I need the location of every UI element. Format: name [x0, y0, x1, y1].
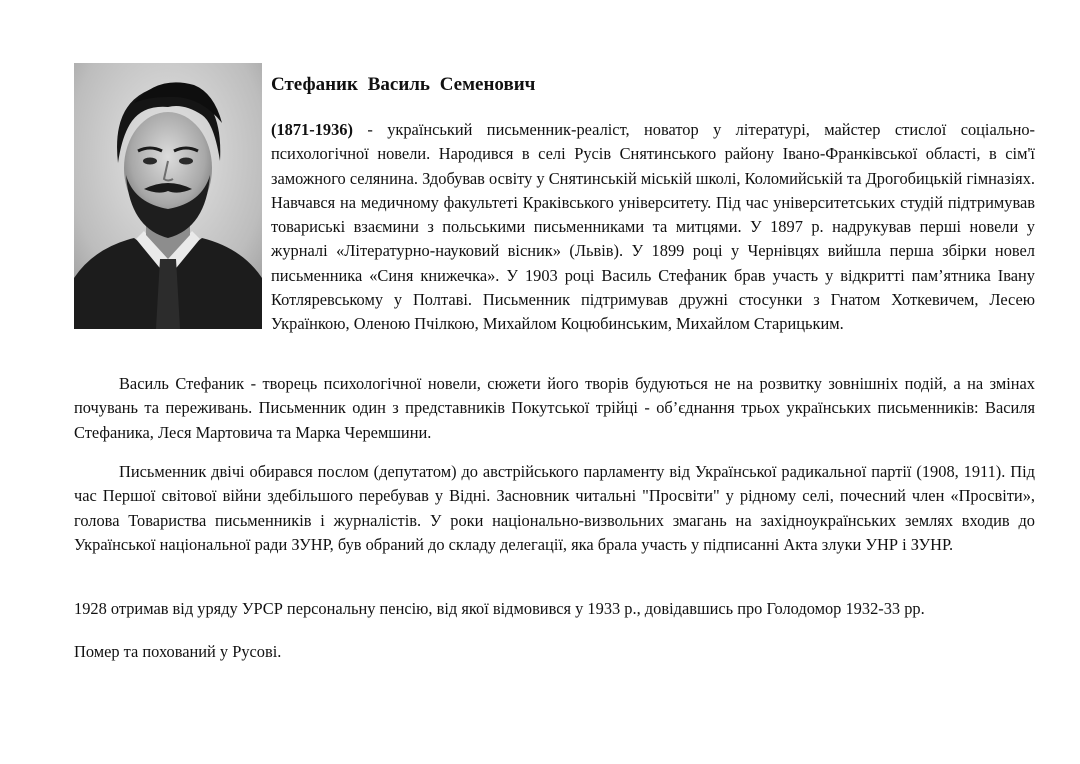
- portrait-spacer: [74, 118, 271, 330]
- paragraph-death: Помер та похований у Русові.: [74, 642, 282, 661]
- person-name-heading: Стефаник Василь Семенович: [271, 74, 536, 95]
- biography-intro: [74, 118, 1035, 337]
- biography-text: - український письменник-реаліст, новатор у літературі, майстер стислої соціально-психологічної новели. Народився в селі Русів Снятинського району Івано-Франківської області, в сім'ї заможного селянина. Здобував освіту у Снятинській міській школі, Коломийській та Дрогобицькій гімназіях. Навчався на медичному факультеті Краківського університету. Під час університетських студій підтримував товариські взаємини з польськими письменниками та митцями. У 1897 р. надрукував перші новели у журналі «Літературно-науковий вісник» (Львів). У 1899 році у Чернівцях вийшла перша збірки новел письменника «Синя книжечка». У 1903 році Василь Стефаник брав участь у відкритті пам’ятника Івану Котляревському у Полтаві. Письменник підтримував дружні стосунки з Гнатом Хоткевичем, Лесею Українкою, Оленою Пчілкою, Михайлом Коцюбинським, Михайлом Старицьким.: [271, 120, 1035, 334]
- paragraph-political-activity: Письменник двічі обирався послом (депутатом) до австрійського парламенту від Української радикальної партії (1908, 1911). Під час Першої світової війни здебільшого перебував у Відні. Засновник читальні "Просвіти" у рідному селі, почесний член «Просвіти», голова Товариства письменників і журналістів. У роки національно-визвольних змагань на західноукраїнських землях входив до Української національної ради ЗУНР, був обраний до складу делегації, яка брала участь у підписанні Акта злуки УНР і ЗУНР.: [74, 462, 1035, 554]
- life-dates: (1871-1936): [271, 120, 353, 139]
- paragraph-psychological-novel: Василь Стефаник - творець психологічної новели, сюжети його творів будуються не на розвитку зовнішніх подій, а на змінах почувань та переживань. Письменник один з представників Покутської трійці - об’єднання трьох українських письменників: Василя Стефаника, Леся Мартовича та Марка Черемшини.: [74, 374, 1035, 442]
- paragraph-pension: 1928 отримав від уряду УРСР персональну пенсію, від якої відмовився у 1933 р., довідавшись про Голодомор 1932-33 рр.: [74, 599, 925, 618]
